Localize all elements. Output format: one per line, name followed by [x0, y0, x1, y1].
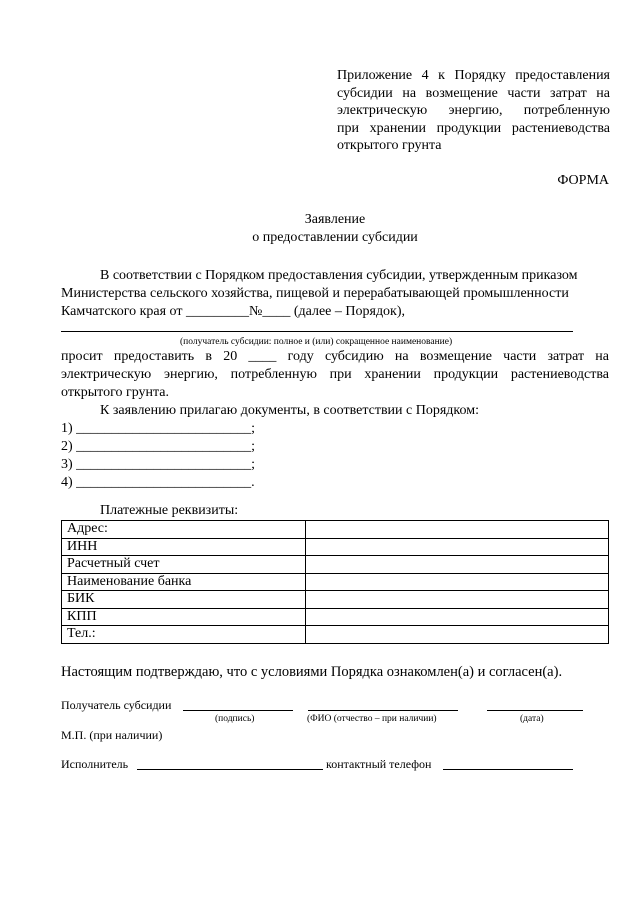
- table-row: [62, 626, 609, 644]
- appendix-note: [337, 67, 610, 155]
- signature-line: [183, 710, 293, 711]
- payment-value-bank[interactable]: [306, 573, 609, 591]
- table-row: [62, 573, 609, 591]
- payment-value-bik[interactable]: [306, 591, 609, 609]
- intro-line-3: Камчатского края от _________№____ (далее – Порядок),: [61, 304, 406, 319]
- fio-line: [308, 710, 458, 711]
- caption-date: (дата): [520, 714, 544, 724]
- table-row: [62, 591, 609, 609]
- appendix-line-2: субсидии на возмещение части затрат на: [337, 85, 610, 101]
- caption-fio: (ФИО (отчество – при наличии): [307, 714, 437, 724]
- seal-note: М.П. (при наличии): [61, 728, 163, 742]
- form-label: ФОРМА: [557, 173, 609, 188]
- document-item: 2) _________________________;: [61, 439, 256, 454]
- documents-heading: К заявлению прилагаю документы, в соответствии с Порядком:: [100, 403, 479, 418]
- phone-label: контактный телефон: [326, 757, 432, 771]
- intro-line-1: В соответствии с Порядком предоставления субсидии, утвержденным приказом: [100, 268, 578, 283]
- payment-label-inn: ИНН: [62, 538, 306, 556]
- request-line-2: электрическую энергию, потребленную при хранении продукции растениеводства: [61, 367, 609, 382]
- document-title: Заявление: [304, 212, 366, 227]
- date-line: [487, 710, 583, 711]
- payment-label-account: Расчетный счет: [62, 556, 306, 574]
- intro-line-2: Министерства сельского хозяйства, пищевой и перерабатывающей промышленности: [61, 286, 569, 301]
- executor-line: [137, 769, 323, 770]
- table-row: [62, 556, 609, 574]
- recipient-label: Получатель субсидии: [61, 698, 172, 712]
- document-item: 3) _________________________;: [61, 457, 256, 472]
- payment-label-address: Адрес:: [62, 521, 306, 539]
- payment-label-bank: Наименование банка: [62, 573, 306, 591]
- appendix-line-5: открытого грунта: [337, 138, 442, 153]
- phone-line: [443, 769, 573, 770]
- payment-label-kpp: КПП: [62, 608, 306, 626]
- payment-label-phone: Тел.:: [62, 626, 306, 644]
- appendix-line-3: электрическую энергию, потребленную: [337, 103, 610, 118]
- table-row: [62, 521, 609, 539]
- document-item: 4) _________________________.: [61, 475, 255, 490]
- request-line-3: открытого грунта.: [61, 385, 170, 400]
- payment-label-bik: БИК: [62, 591, 306, 609]
- executor-label: Исполнитель: [61, 757, 129, 771]
- caption-signature: (подпись): [215, 714, 255, 724]
- document-subtitle: о предоставлении субсидии: [252, 230, 418, 245]
- confirmation-text: Настоящим подтверждаю, что с условиями Порядка ознакомлен(а) и согласен(а).: [61, 664, 563, 680]
- payment-heading: Платежные реквизиты:: [100, 503, 239, 518]
- payment-value-account[interactable]: [306, 556, 609, 574]
- payment-value-address[interactable]: [306, 521, 609, 539]
- payment-value-inn[interactable]: [306, 538, 609, 556]
- recipient-caption: (получатель субсидии: полное и (или) сокращенное наименование): [180, 337, 453, 347]
- payment-details-table: [61, 520, 609, 644]
- payment-value-phone[interactable]: [306, 626, 609, 644]
- table-row: [62, 538, 609, 556]
- recipient-name-line: [61, 331, 573, 332]
- request-line-1: просит предоставить в 20 ____ году субсидию на возмещение части затрат на: [61, 349, 609, 364]
- appendix-line-1: Приложение 4 к Порядку предоставления: [337, 68, 610, 83]
- appendix-line-4: при хранении продукции растениеводства: [337, 120, 610, 136]
- document-item: 1) _________________________;: [61, 421, 256, 436]
- payment-value-kpp[interactable]: [306, 608, 609, 626]
- table-row: [62, 608, 609, 626]
